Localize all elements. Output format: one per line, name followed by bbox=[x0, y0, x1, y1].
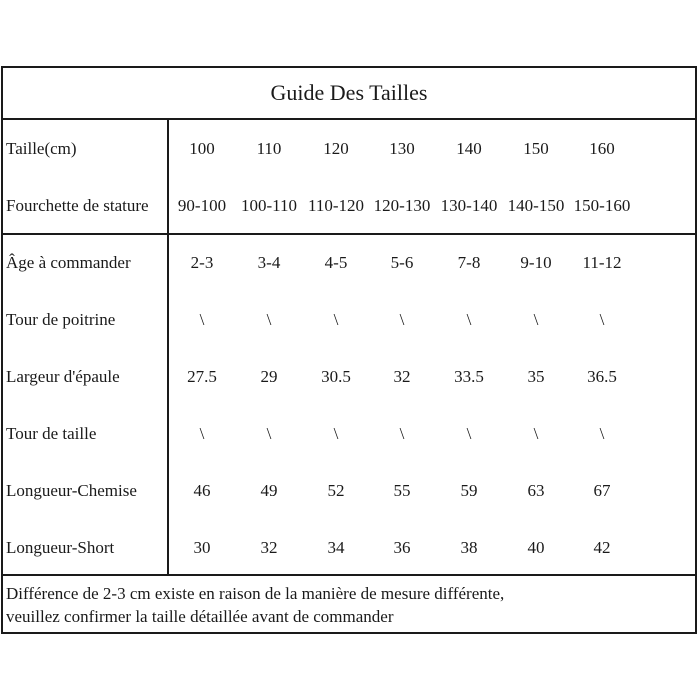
table-row bbox=[3, 462, 695, 519]
table-cell: 7-8 bbox=[457, 252, 481, 272]
table-cell: \ bbox=[466, 423, 472, 443]
table-row bbox=[3, 234, 695, 291]
table-cell: \ bbox=[533, 423, 539, 443]
table-cell: 100 bbox=[189, 138, 215, 158]
table-cell: 150 bbox=[523, 138, 549, 158]
table-title: Guide Des Tailles bbox=[3, 68, 695, 120]
table-cell: 110-120 bbox=[307, 195, 365, 215]
row-label: Fourchette de stature bbox=[6, 195, 149, 215]
table-cell: 33.5 bbox=[454, 366, 484, 386]
table-cell: 3-4 bbox=[257, 252, 281, 272]
table-cell: 36.5 bbox=[587, 366, 617, 386]
row-label: Largeur d'épaule bbox=[6, 366, 120, 386]
table-cell: 30 bbox=[193, 537, 211, 557]
row-label: Taille(cm) bbox=[6, 138, 77, 158]
table-row bbox=[3, 291, 695, 348]
table-cell: 35 bbox=[527, 366, 545, 386]
table-cell: 38 bbox=[460, 537, 478, 557]
table-cell: \ bbox=[199, 309, 205, 329]
table-cell: 49 bbox=[260, 480, 278, 500]
table-cell: 40 bbox=[527, 537, 545, 557]
table-row bbox=[3, 405, 695, 462]
table-row bbox=[3, 519, 695, 576]
table-cell: \ bbox=[199, 423, 205, 443]
table-cell: 130 bbox=[389, 138, 415, 158]
table-cell: 11-12 bbox=[582, 252, 622, 272]
table-cell: 55 bbox=[393, 480, 411, 500]
footnote-line-1: Différence de 2-3 cm existe en raison de la manière de mesure différente, bbox=[6, 584, 505, 603]
table-cell: \ bbox=[266, 423, 272, 443]
table-cell: \ bbox=[333, 309, 339, 329]
row-label: Âge à commander bbox=[6, 252, 131, 272]
table-cell: 100-110 bbox=[240, 195, 298, 215]
table-cell: 5-6 bbox=[390, 252, 414, 272]
table-cell: 9-10 bbox=[520, 252, 552, 272]
row-label: Longueur-Chemise bbox=[6, 480, 137, 500]
table-cell: 150-160 bbox=[573, 195, 631, 215]
table-row bbox=[3, 348, 695, 405]
table-cell: 59 bbox=[460, 480, 478, 500]
table-cell: 36 bbox=[393, 537, 411, 557]
table-cell: 90-100 bbox=[177, 195, 227, 215]
table-cell: 160 bbox=[589, 138, 615, 158]
table-cell: 4-5 bbox=[324, 252, 348, 272]
table-row bbox=[3, 177, 695, 234]
table-cell: \ bbox=[333, 423, 339, 443]
table-cell: 34 bbox=[327, 537, 345, 557]
table-cell: 140-150 bbox=[507, 195, 565, 215]
footnote-line-2: veuillez confirmer la taille détaillée avant de commander bbox=[6, 607, 394, 626]
table-cell: \ bbox=[399, 309, 405, 329]
table-cell: 30.5 bbox=[321, 366, 351, 386]
table-cell: \ bbox=[599, 423, 605, 443]
table-cell: \ bbox=[533, 309, 539, 329]
table-cell: 63 bbox=[527, 480, 545, 500]
table-cell: \ bbox=[599, 309, 605, 329]
row-label: Longueur-Short bbox=[6, 537, 115, 557]
table-cell: 32 bbox=[393, 366, 411, 386]
table-cell: \ bbox=[466, 309, 472, 329]
table-cell: 130-140 bbox=[440, 195, 498, 215]
row-label: Tour de poitrine bbox=[6, 309, 116, 329]
table-row bbox=[3, 120, 695, 177]
table-cell: \ bbox=[399, 423, 405, 443]
table-cell: 110 bbox=[256, 138, 282, 158]
table-cell: 120 bbox=[323, 138, 349, 158]
row-label: Tour de taille bbox=[6, 423, 97, 443]
footnote bbox=[6, 582, 504, 628]
table-cell: 2-3 bbox=[190, 252, 214, 272]
table-cell: 32 bbox=[260, 537, 278, 557]
table-cell: 140 bbox=[456, 138, 482, 158]
table-cell: 29 bbox=[260, 366, 278, 386]
table-cell: 120-130 bbox=[373, 195, 431, 215]
table-cell: 67 bbox=[593, 480, 611, 500]
table-cell: 42 bbox=[593, 537, 611, 557]
size-guide-table bbox=[1, 66, 697, 634]
table-cell: 27.5 bbox=[187, 366, 217, 386]
table-cell: 46 bbox=[193, 480, 211, 500]
table-cell: \ bbox=[266, 309, 272, 329]
table-cell: 52 bbox=[327, 480, 345, 500]
